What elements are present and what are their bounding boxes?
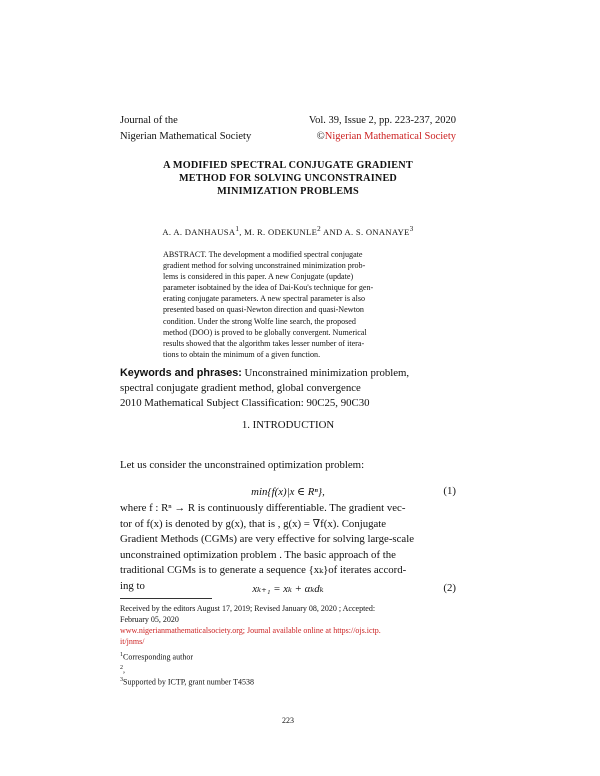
abstract bbox=[163, 249, 415, 360]
intro-line: tor of f(x) is denoted by g(x), that is , g(x) = ∇f(x). Conjugate bbox=[120, 517, 387, 530]
title-line-2: METHOD FOR SOLVING UNCONSTRAINED bbox=[178, 173, 397, 184]
received-dates: Received by the editors August 17, 2019; Revised January 08, 2020 ; Accepted: bbox=[120, 604, 376, 613]
abstract-line: presented based on quasi-Newton direction and quasi-Newton bbox=[163, 305, 364, 315]
keywords-text-1: Unconstrained minimization problem, bbox=[241, 367, 410, 379]
abstract-line: gradient method for solving unconstrained minimization prob- bbox=[163, 261, 366, 271]
footnotes bbox=[120, 603, 456, 688]
journal-web-link[interactable]: www.nigerianmathematicalsociety.org; Journal available online at https://ojs.ictp. bbox=[120, 626, 381, 635]
journal-header-right bbox=[309, 113, 456, 145]
intro-paragraph-1: Let us consider the unconstrained optimization problem: bbox=[120, 459, 365, 471]
equation-2-body: xₖ₊₁ = xₖ + αₖdₖ bbox=[252, 583, 324, 595]
abstract-line: method (DOO) is proved to be globally convergent. Numerical bbox=[163, 327, 367, 337]
volume-info: Vol. 39, Issue 2, pp. 223-237, 2020 bbox=[308, 115, 456, 126]
intro-line: Gradient Methods (CGMs) are very effective for solving large-scale bbox=[120, 533, 415, 545]
society-link[interactable]: Nigerian Mathematical Society bbox=[324, 131, 456, 142]
abstract-line: tions to obtain the minimum of a given function. bbox=[163, 349, 321, 359]
abstract-line: parameter isobtained by the idea of Dai-Kou's technique for gen- bbox=[163, 283, 374, 293]
footnote-2-text: , bbox=[123, 665, 125, 675]
author-3-mark: 3 bbox=[409, 225, 414, 233]
footnote-3-text: Supported by ICTP, grant number T4538 bbox=[123, 677, 254, 687]
received-dates-cont: February 05, 2020 bbox=[120, 615, 179, 624]
footnote-3-mark: 3 bbox=[120, 677, 123, 684]
footnote-3 bbox=[120, 675, 456, 688]
footnote-1-text: Corresponding author bbox=[123, 652, 193, 662]
abstract-line: results showed that the algorithm takes lesser number of itera- bbox=[163, 338, 365, 348]
journal-web-link-cont[interactable]: it/jnms/ bbox=[120, 637, 145, 646]
abstract-line: lems is considered in this paper. A new Conjugate (update) bbox=[163, 272, 354, 282]
footnote-2-mark: 2 bbox=[120, 664, 123, 671]
keywords-text-2: spectral conjugate gradient method, global convergence bbox=[120, 382, 361, 394]
equation-1-body: min{f(x)|x ∈ Rⁿ}, bbox=[251, 486, 325, 498]
copyright-line bbox=[309, 129, 456, 145]
title-line-3: MINIMIZATION PROBLEMS bbox=[217, 186, 359, 197]
author-1-mark: 1 bbox=[235, 225, 240, 233]
paper-title bbox=[120, 159, 456, 198]
keywords-line-1 bbox=[120, 366, 460, 381]
journal-name-line1: Journal of the bbox=[120, 115, 178, 126]
keywords-block bbox=[120, 366, 460, 411]
abstract-line: condition. Under the strong Wolfe line search, the proposed bbox=[163, 316, 356, 326]
author-list bbox=[120, 225, 456, 237]
intro-line: traditional CGMs is to generate a sequence {xₖ}of iterates accord- bbox=[120, 564, 407, 576]
subject-classification: 2010 Mathematical Subject Classification: 90C25, 90C30 bbox=[120, 397, 370, 409]
author-3: AND A. S. ONANAYE bbox=[321, 226, 410, 237]
abstract-line: ABSTRACT. The development a modified spectral conjugate bbox=[163, 250, 363, 259]
author-1: A. A. DANHAUSA bbox=[162, 226, 236, 237]
footnote-1-mark: 1 bbox=[120, 652, 123, 658]
intro-line: unconstrained optimization problem . The basic approach of the bbox=[120, 548, 396, 561]
journal-name-line2: Nigerian Mathematical Society bbox=[120, 131, 252, 142]
intro-line: where f : Rⁿ → R is continuously differentiable. The gradient vec- bbox=[120, 502, 406, 514]
footnote-1 bbox=[120, 650, 456, 663]
author-2-mark: 2 bbox=[317, 225, 322, 233]
author-2: , M. R. ODEKUNLE bbox=[239, 226, 318, 237]
journal-header-left bbox=[120, 113, 251, 145]
title-line-1: A MODIFIED SPECTRAL CONJUGATE GRADIENT bbox=[163, 160, 413, 171]
intro-line: ing to bbox=[120, 579, 145, 592]
section-heading: 1. INTRODUCTION bbox=[241, 419, 335, 431]
equation-2-number: (2) bbox=[443, 582, 456, 594]
footnote-2 bbox=[120, 663, 456, 676]
equation-1-number: (1) bbox=[443, 485, 456, 497]
abstract-line: erating conjugate parameters. A new spectral parameter is also bbox=[163, 294, 366, 304]
footnote-rule bbox=[120, 598, 212, 599]
keywords-label: Keywords and phrases: bbox=[120, 367, 242, 379]
page-number: 223 bbox=[282, 716, 294, 725]
intro-paragraph-2 bbox=[120, 501, 456, 594]
copyright-symbol: © bbox=[316, 131, 325, 142]
